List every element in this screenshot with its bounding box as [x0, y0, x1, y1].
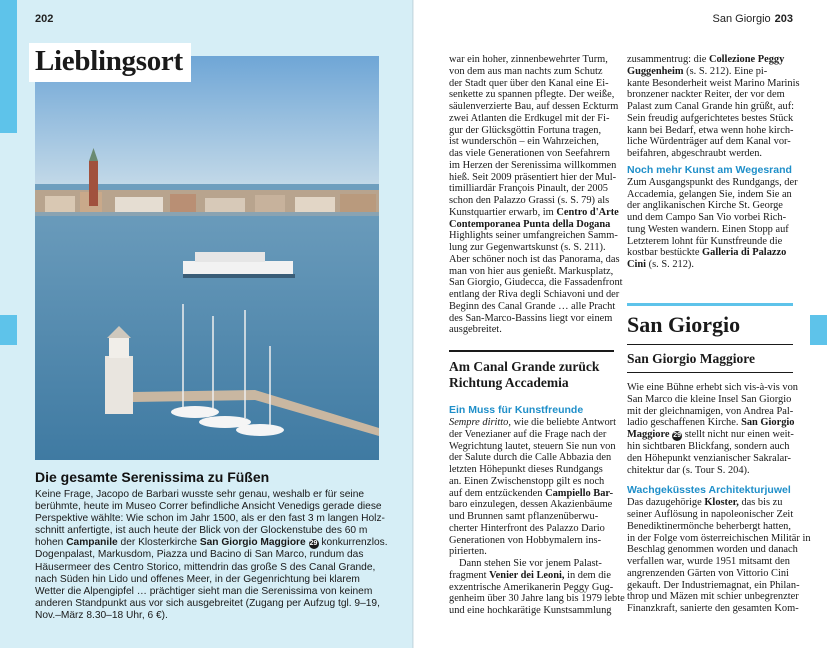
body-text-run: zusammentrug: die — [627, 54, 707, 65]
body-line: Letzterem lohnt für Kunstfreunde die — [627, 235, 783, 247]
body-line: gur der Glücksgöttin Fortuna tragen, — [449, 124, 602, 136]
caption-line: schnitt anfertigte, ist auch heute der Blick von der Glockenstube des 60 m — [35, 525, 368, 537]
body-line: genheim über 30 Jahre lang bis 1979 lebte — [449, 593, 625, 605]
campiello-barbaro-link: Campiello Bar- — [545, 487, 614, 499]
body-text-run: Kunstquartier erwarb, im — [449, 206, 554, 218]
body-text-run: das bis zu — [738, 497, 783, 509]
caption-line — [35, 537, 388, 549]
chapter-subtitle: San Giorgio Maggiore — [627, 351, 755, 366]
body-line: Beschlag genommen worden und danach — [627, 544, 798, 556]
body-line: von dem aus man nachts zum Schutz — [449, 65, 603, 77]
body-line: Dann stehen Sie vor jenem Palast- — [459, 558, 602, 569]
body-line — [627, 429, 793, 441]
body-line: ist wunderschön – ein Wahrzeichen, — [449, 136, 599, 148]
body-line — [627, 417, 793, 429]
punta-dogana-link: Contemporanea Punta della Dogana — [449, 218, 611, 230]
caption-line: anderen Standpunkt aus vor sich ausgebreitet (Zugang per Aufzug tgl. 9–19, — [35, 597, 380, 609]
body-line: im Herzen der Serenissima willkommen — [449, 159, 617, 171]
body-line: Finanzkraft, sanierte den gesamten Kom- — [627, 603, 799, 614]
section-heading-line: Richtung Accademia — [449, 374, 569, 390]
page-number-right: 203 — [774, 13, 793, 25]
body-text-run: wie die beliebte Antwort — [513, 417, 616, 428]
thumb-tab-left — [0, 315, 17, 345]
body-line: kann bei Bedarf, etwa wenn hohe kirch- — [627, 124, 794, 136]
kloster-link: Kloster, — [704, 497, 739, 509]
caption-text-run: der Klosterkirche — [117, 537, 200, 549]
section-heading-line: Am Canal Grande zurück — [449, 359, 600, 374]
body-line: zwei Atlanten die Erdkugel mit der Fi- — [449, 112, 610, 124]
thumb-tab-right — [810, 315, 827, 345]
body-line: pirierten. — [449, 546, 487, 558]
body-line: beifahren, abgeschraubt werden. — [627, 148, 763, 159]
body-line: der Salute durch die Calle Abbazia den — [449, 452, 612, 464]
subheading-kunstfreunde: Ein Muss für Kunstfreunde — [449, 404, 584, 416]
body-line: der anglikanischen Kirche St. George — [627, 200, 783, 212]
body-text-run: kostbar bestückte — [627, 247, 700, 259]
running-head — [713, 13, 793, 25]
body-line — [449, 488, 616, 500]
body-line — [627, 247, 793, 259]
column-a-bottom — [449, 404, 625, 617]
caption-text-run: konkurrenzlos. — [318, 537, 388, 549]
collezione-link: Collezione Peggy — [708, 54, 785, 65]
body-line: chitektur dar (s. Tour S. 204). — [627, 464, 750, 476]
caption-line: Keine Frage, Jacopo de Barbari wusste sehr genau, weshalb er für seine — [35, 489, 365, 500]
body-line — [627, 497, 793, 509]
body-line: senkette zu spannen pflegte. Der weiße, — [449, 89, 615, 101]
body-line: San Giorgio, Giudecca, die Fassadenfront — [449, 277, 623, 289]
caption-line: Perspektive wählte: Wie schon im Jahr 1500, als er den fast 3 m langen Holz- — [35, 513, 385, 525]
san-giorgio-maggiore-link: San Giorgio Maggiore — [199, 537, 306, 549]
body-line: entlang der Riva degli Schiavoni und der — [449, 289, 620, 300]
caption-line: Häusermeer des Centro Storico, mittendrin das große S des Canal Grande, — [35, 561, 376, 573]
body-line: Palast zum Canal Grande hin grüßt, auf: — [627, 101, 795, 112]
body-line: exzentrische Amerikanerin Peggy Gug- — [449, 581, 614, 593]
body-line: Zum Ausgangspunkt des Rundgangs, der — [627, 176, 798, 188]
body-line: Cini (s. S. 212). — [627, 259, 694, 270]
section-heading-box — [449, 350, 614, 390]
body-line: Wie eine Bühne erhebt sich vis-à-vis von — [627, 382, 798, 393]
galleria-link: Galleria di Palazzo — [702, 247, 787, 259]
body-line: der Stadt quer über den Kanal eine Ei- — [449, 77, 609, 89]
caption-line: berühmte, heute im Museo Correr befindliche Ansicht Venedigs gerade diese — [35, 501, 382, 513]
body-line: den Höhepunkt venzianischer Sakralar- — [627, 452, 791, 464]
body-line: säulenverzierte Bau, auf dessen Eckturm — [449, 101, 619, 112]
body-line — [627, 66, 793, 78]
subheading-mehr-kunst: Noch mehr Kunst am Wegesrand — [627, 163, 792, 176]
body-line: seiner Auflösung in napoleonischer Zeit — [627, 509, 794, 520]
body-line: Aber schöner noch ist das Panorama, das — [449, 253, 620, 265]
caption-line: nach Süden hin Lido und offenes Meer, in der Gegenrichtung bei klarem — [35, 573, 360, 585]
body-line: und dem Campo San Vio vorbei Rich- — [627, 212, 787, 223]
body-line: mit der gleichnamigen, von Andrea Pal- — [627, 405, 794, 417]
body-line: Benediktinermönche beherbergt hatten, — [627, 520, 791, 532]
body-line: timilliardär François Pinault, der 2005 — [449, 183, 609, 195]
body-line: verfallen war, wurde 1951 mitsamt den — [627, 556, 790, 567]
body-line: gekauft. Der Industriemagnat, ein Philan- — [627, 579, 800, 591]
body-line: und eine hochkarätige Kunstsammlung — [449, 605, 612, 616]
gutter — [412, 0, 414, 648]
cini-link: Cini — [627, 259, 647, 270]
centro-arte-link: Centro d'Arte — [556, 206, 619, 218]
body-line: Highlights seiner umfangreichen Samm- — [449, 230, 618, 242]
body-line — [449, 206, 619, 219]
body-text-run: ladio geschaffenen Kirche. — [627, 417, 739, 429]
body-text-run: stellt nicht nur einen weit- — [684, 429, 794, 440]
body-line — [449, 219, 616, 231]
body-text-run: auf dem entzückenden — [449, 487, 543, 499]
body-line: an. Einen Zwischenstopp gilt es noch — [449, 475, 605, 487]
subheading-architekturjuwel: Wachgeküsstes Architekturjuwel — [627, 484, 791, 497]
campanile-link: Campanile — [66, 537, 118, 549]
map-number-badge: 29 — [309, 540, 318, 548]
body-line: hieß. Seit 2009 präsentiert hier der Mul- — [449, 171, 617, 183]
body-line: angrenzenden Gärten von Vittorio Cini — [627, 567, 789, 579]
body-line: und Brunnen samt pflanzenüberwu- — [449, 511, 599, 522]
body-line: war ein hoher, zinnenbewehrter Turm, — [449, 54, 608, 65]
body-line: des San-Marco-Bassins liegt vor einem — [449, 312, 613, 324]
venice-aerial-photo — [35, 56, 379, 460]
body-line: das viele Generationen von Seefahrern — [449, 148, 610, 159]
body-line — [627, 54, 793, 66]
box-heading: Lieblingsort — [29, 43, 191, 82]
page-number-left: 202 — [35, 13, 54, 25]
thumb-tab-top — [0, 0, 17, 133]
body-line — [449, 570, 616, 582]
column-b — [627, 54, 800, 271]
body-line: schon den Palazzo Grassi (s. S. 79) als — [449, 195, 610, 206]
body-text-run: in dem die — [564, 569, 611, 581]
body-text-run: (s. S. 212). Eine pi- — [683, 65, 768, 77]
body-line: hin sichtbaren Blickfang, sondern auch — [627, 441, 790, 452]
body-line: Wegrichtung lautet, steuern Sie nun von — [449, 440, 616, 452]
chapter-title: San Giorgio — [627, 312, 741, 337]
map-number-badge: 29 — [673, 432, 682, 439]
italic-run: Sempre diritto, — [449, 417, 511, 428]
body-line: liche Würdenträger auf dem Kanal vor- — [627, 136, 791, 148]
body-line: Beginn des Canal Grande … alle Pracht — [449, 300, 616, 312]
body-line: Generationen von Hobbymalern ins- — [449, 534, 602, 546]
body-line: in der Folge vom österreichischen Militär in — [627, 532, 811, 544]
body-line: lung zur Gegenwartskunst (s. S. 211). — [449, 242, 606, 253]
caption-line: Nov.–März 8.30–18 Uhr, 6 €). — [35, 609, 168, 621]
caption-text-run: hohen — [35, 537, 64, 549]
body-line: cherter Hinterfront des Palazzo Dario — [449, 522, 605, 534]
guggenheim-link: Guggenheim — [627, 65, 684, 77]
body-line — [449, 417, 616, 429]
body-text-run: Das dazugehörige — [627, 497, 702, 509]
caption-title: Die gesamte Serenissima zu Füßen — [35, 469, 270, 485]
running-head-title: San Giorgio — [712, 13, 771, 25]
body-line: man von hier aus genießt. Markusplatz, — [449, 265, 614, 277]
sgm-link: San Giorgio — [741, 417, 795, 429]
venier-dei-leoni-link: Venier dei Leoni, — [489, 569, 565, 581]
photo-illustration — [35, 56, 379, 460]
body-line: baro einzulegen, dessen Akazienbäume — [449, 499, 613, 511]
body-line: throp und Mäzen mit schier unbegrenzter — [627, 591, 799, 603]
body-line: letzten Höhepunkt dieses Rundgangs — [449, 464, 603, 475]
chapter-rule — [627, 372, 793, 373]
body-line: der Venezianer auf die Frage nach der — [449, 428, 607, 440]
body-line: Sein freudig aufgerichtetes bestes Stück — [627, 112, 794, 124]
caption-line: Wetter die Alpengipfel … prächtiger sieht man die Serenissima von keinem — [35, 585, 373, 597]
body-line: bronzener nackter Reiter, der vor dem — [627, 89, 785, 101]
body-line: Accademia, gelangen Sie, indem Sie an — [627, 188, 792, 200]
body-text-run: fragment — [449, 569, 487, 581]
sgm-link: Maggiore — [627, 429, 670, 440]
caption-text — [35, 489, 388, 622]
body-line: kante Besonderheit weist Marino Marinis — [627, 77, 800, 89]
body-line: ausgebreitet. — [449, 324, 502, 336]
chapter-bar — [627, 303, 793, 306]
caption-line: Dogenpalast, Markusdom, Piazza und Bacino di San Marco, rundum das — [35, 549, 364, 561]
chapter-header — [627, 303, 793, 373]
column-a — [449, 54, 623, 336]
chapter-rule — [627, 344, 793, 345]
body-line: San Marco die kleine Insel San Giorgio — [627, 393, 792, 405]
body-line: tung Westen wandern. Einen Stopp auf — [627, 223, 789, 235]
column-b-bottom — [627, 382, 811, 615]
